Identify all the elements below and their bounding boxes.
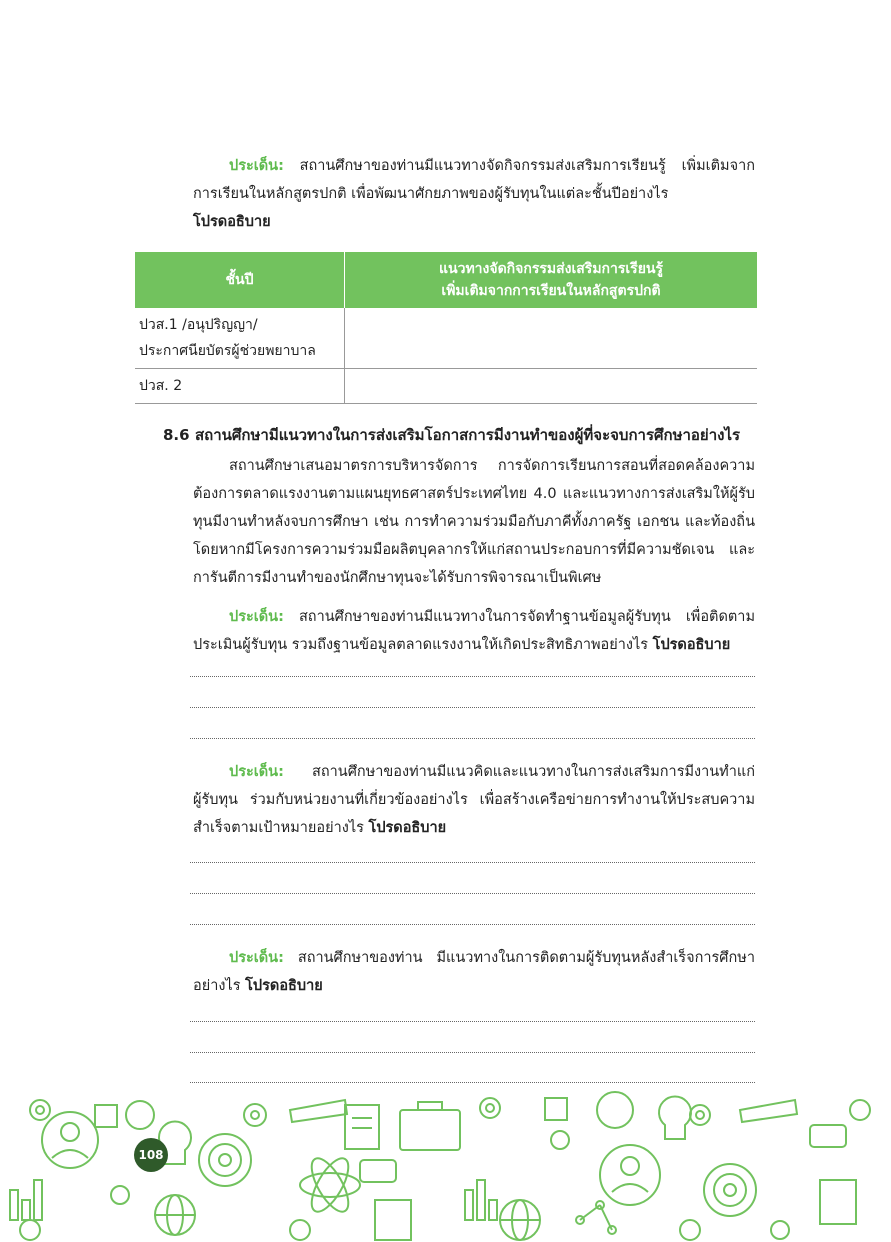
target-icon [704, 1164, 756, 1216]
q1-label: ประเด็น: [229, 609, 284, 625]
intro-block [193, 152, 755, 236]
document-icon [820, 1180, 856, 1224]
row1-line2: ประกาศนียบัตรผู้ช่วยพยาบาล [139, 343, 316, 359]
page-number: 108 [134, 1138, 168, 1172]
row1-line1: ปวส.1 /อนุปริญญา/ [139, 317, 258, 333]
gear-icon [690, 1105, 710, 1125]
answer-line[interactable] [190, 862, 755, 863]
answer-line[interactable] [190, 676, 755, 677]
grade-table [135, 252, 757, 404]
q3-prompt: โปรดอธิบาย [245, 978, 323, 994]
intro-paragraph [193, 152, 755, 208]
header-approach-line2: เพิ่มเติมจากการเรียนในหลักสูตรปกติ [441, 283, 661, 299]
user-icon [290, 1220, 310, 1240]
user-icon [20, 1220, 40, 1240]
chat-icon [360, 1160, 396, 1182]
header-approach [345, 252, 758, 308]
section-body: สถานศึกษาเสนอมาตรการบริหารจัดการ การจัดการเรียนการสอนที่สอดคล้องความต้องการตลาดแรงงานตามแผนยุทธศาสตร์ประเทศไทย 4.0 และแนวทางการส่งเสริมให้ผู้รับทุนมีงานทำหลังจบการศึกษา เช่น การทำความร่วมมือกับภาคีทั้งภาครัฐ เอกชน และท้องถิ่น โดยหากมีโครงการความร่วมมือผลิตบุคลากรให้แก่สถานประกอบการที่มีความชัดเจน และการันตีการมีงานทำของนักศึกษาทุนจะได้รับการพิจารณาเป็นพิเศษ [193, 458, 755, 586]
atom-icon [300, 1173, 360, 1197]
section-body-block [193, 452, 755, 592]
q3-paragraph [193, 944, 755, 1000]
header-grade: ชั้นปี [135, 252, 345, 308]
gear-icon [551, 1131, 569, 1149]
q3-label: ประเด็น: [229, 950, 284, 966]
section-number: 8.6 [163, 426, 190, 444]
lightbulb-icon [659, 1097, 691, 1139]
intro-text: สถานศึกษาของท่านมีแนวทางจัดกิจกรรมส่งเสริมการเรียนรู้ เพิ่มเติมจากการเรียนในหลักสูตรปกติ เพื่อพัฒนาศักยภาพของผู้รับทุนในแต่ละชั้นปีอย่างไร [193, 158, 755, 202]
q3-text: สถานศึกษาของท่าน มีแนวทางในการติดตามผู้รับทุนหลังสำเร็จการศึกษาอย่างไร [193, 950, 755, 994]
answer-line[interactable] [190, 1021, 755, 1022]
table-cell-answer[interactable] [345, 369, 758, 404]
table-cell-grade [135, 369, 345, 404]
gear-icon [850, 1100, 870, 1120]
q1-text: สถานศึกษาของท่านมีแนวทางในการจัดทำฐานข้อมูลผู้รับทุน เพื่อติดตามประเมินผู้รับทุน รวมถึงฐานข้อมูลตลาดแรงงานให้เกิดประสิทธิภาพอย่างไร [193, 609, 755, 653]
q1-prompt: โปรดอธิบาย [652, 637, 731, 653]
section-heading [163, 424, 763, 446]
target-icon [199, 1134, 251, 1186]
q1-paragraph [193, 603, 755, 659]
gear-icon [244, 1104, 266, 1126]
section-title: สถานศึกษามีแนวทางในการส่งเสริมโอกาสการมีงานทำของผู้ที่จะจบการศึกษาอย่างไร [195, 426, 741, 444]
table-cell-grade [135, 308, 345, 369]
gear-icon [480, 1098, 500, 1118]
q2-prompt: โปรดอธิบาย [368, 820, 447, 836]
telescope-icon [740, 1100, 797, 1122]
bar-chart-icon [10, 1180, 42, 1220]
q2-paragraph [193, 758, 755, 842]
decorative-footer-pattern [0, 1080, 891, 1242]
q2-label: ประเด็น: [229, 764, 284, 780]
answer-line[interactable] [190, 1052, 755, 1053]
table-row [135, 369, 757, 404]
gear-icon [771, 1221, 789, 1239]
row2-line1: ปวส. 2 [139, 378, 183, 394]
answer-line[interactable] [190, 893, 755, 894]
intro-prompt: โปรดอธิบาย [193, 214, 271, 230]
refresh-icon [597, 1092, 633, 1128]
answer-line[interactable] [190, 924, 755, 925]
chat-icon [810, 1125, 846, 1147]
q1-block [193, 603, 755, 659]
telescope-icon [290, 1100, 347, 1122]
intro-label: ประเด็น: [229, 158, 284, 174]
user-icon [680, 1220, 700, 1240]
q3-block [193, 944, 755, 1000]
briefcase-icon [400, 1110, 460, 1150]
document-icon [375, 1200, 411, 1240]
table-row [135, 308, 757, 369]
table-header-row [135, 252, 757, 308]
q2-block [193, 758, 755, 842]
gear-icon [30, 1100, 50, 1120]
network-icon [576, 1201, 616, 1234]
answer-line[interactable] [190, 738, 755, 739]
puzzle-icon [545, 1098, 567, 1120]
refresh-icon [126, 1101, 154, 1129]
bar-chart-icon [465, 1180, 497, 1220]
gear-icon [111, 1186, 129, 1204]
puzzle-icon [95, 1105, 117, 1127]
q2-text: สถานศึกษาของท่านมีแนวคิดและแนวทางในการส่งเสริมการมีงานทำแก่ผู้รับทุน ร่วมกับหน่วยงานที่เกี่ยวข้องอย่างไร เพื่อสร้างเครือข่ายการทำงานให้ประสบความสำเร็จตามเป้าหมายอย่างไร [193, 764, 755, 836]
table-cell-answer[interactable] [345, 308, 758, 369]
header-approach-line1: แนวทางจัดกิจกรรมส่งเสริมการเรียนรู้ [438, 261, 663, 277]
answer-line[interactable] [190, 707, 755, 708]
